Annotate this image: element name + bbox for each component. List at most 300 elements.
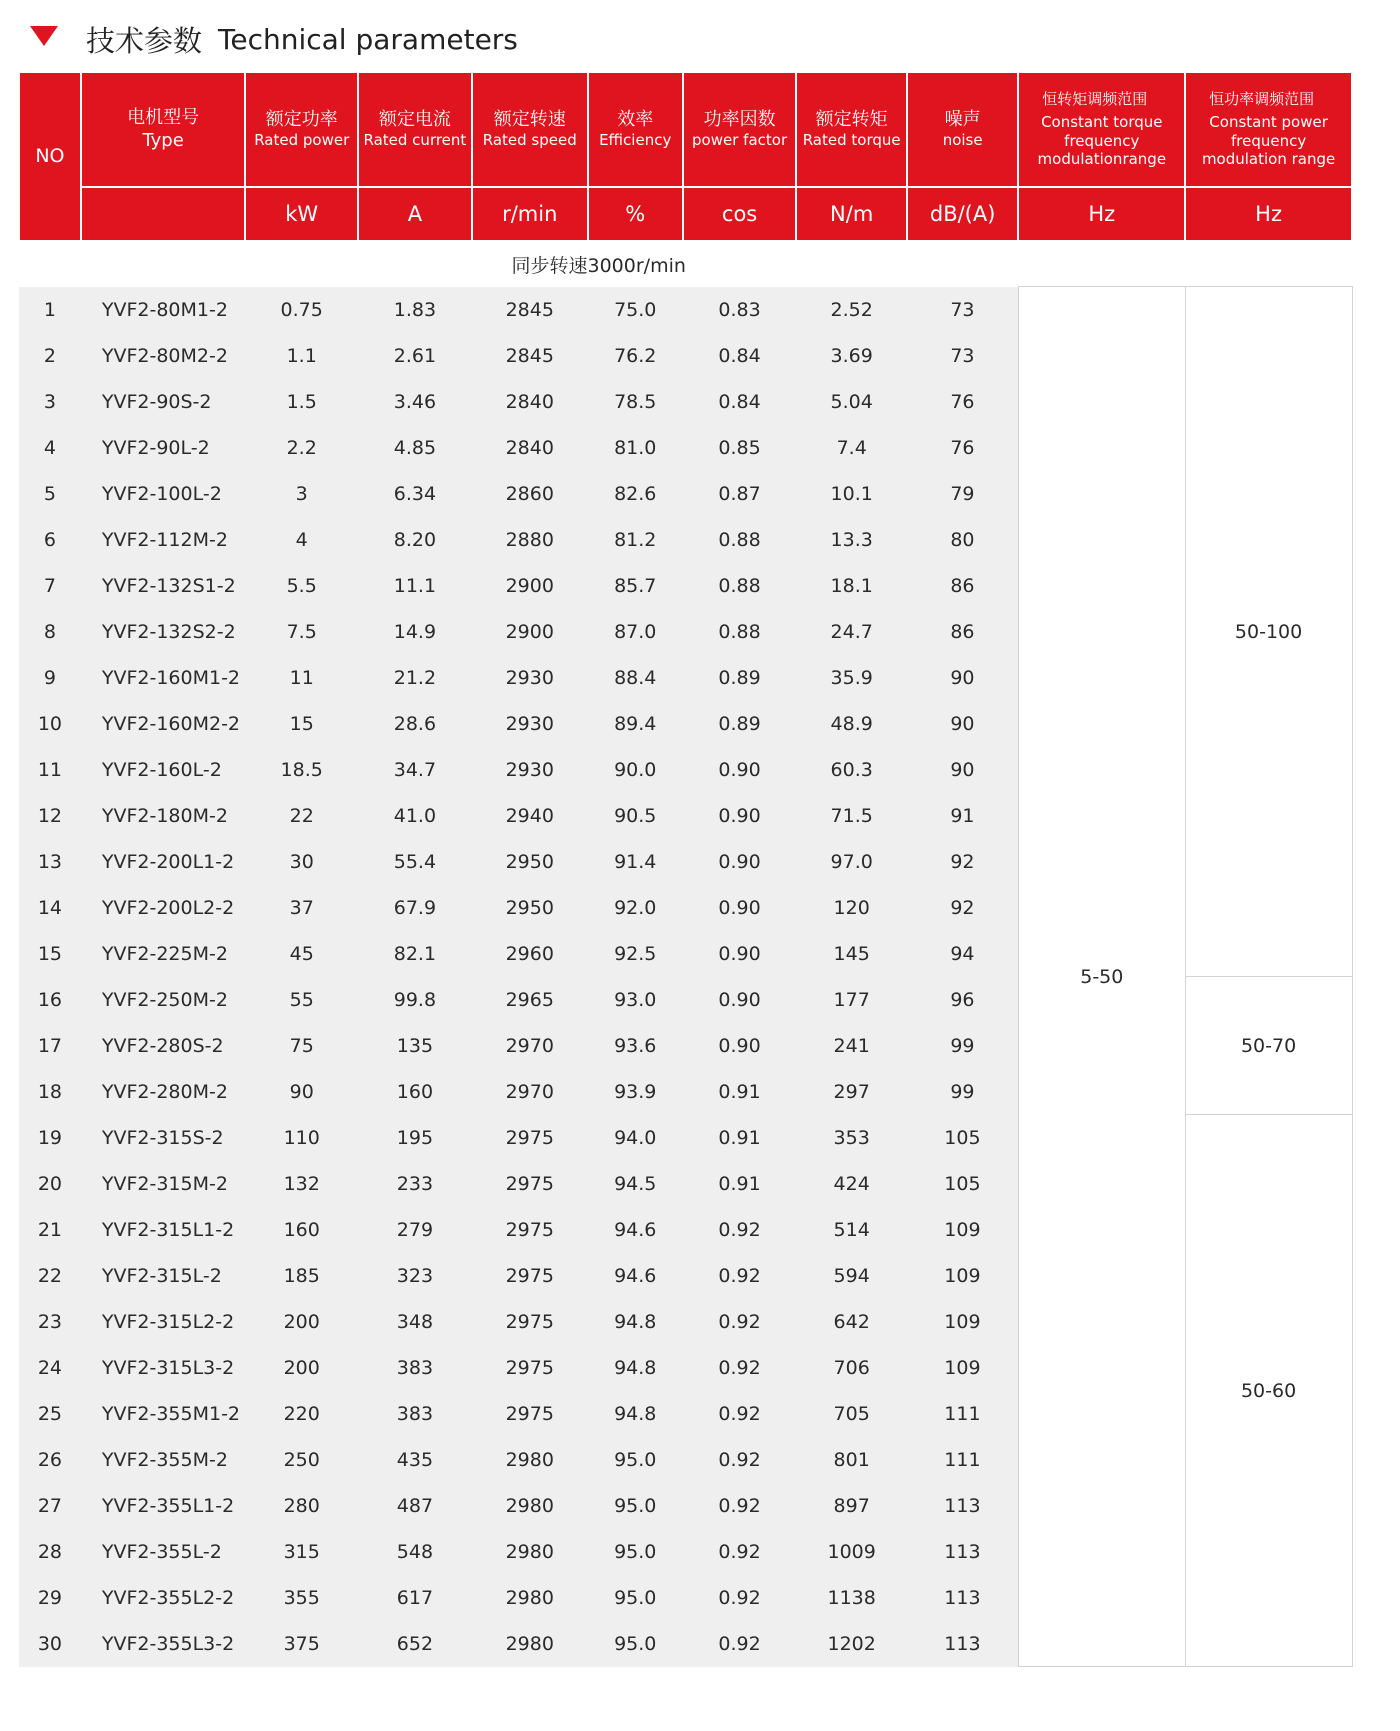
cell-power-factor: 0.89 (683, 655, 797, 701)
cell-no: 27 (19, 1483, 81, 1529)
cell-type: YVF2-355M-2 (81, 1437, 246, 1483)
title-en: Technical parameters (218, 22, 518, 56)
cell-rated-power: 22 (245, 793, 358, 839)
cell-rated-current: 617 (358, 1575, 472, 1621)
cell-rated-power: 160 (245, 1207, 358, 1253)
constant-power-range-cell: 50-100 (1185, 287, 1352, 977)
cell-type: YVF2-112M-2 (81, 517, 246, 563)
cell-efficiency: 93.6 (588, 1023, 683, 1069)
cell-rated-current: 28.6 (358, 701, 472, 747)
cell-power-factor: 0.92 (683, 1253, 797, 1299)
cell-power-factor: 0.88 (683, 609, 797, 655)
cell-power-factor: 0.92 (683, 1621, 797, 1667)
cell-noise: 99 (907, 1023, 1019, 1069)
cell-rated-current: 4.85 (358, 425, 472, 471)
cell-rated-speed: 2975 (472, 1253, 588, 1299)
cell-noise: 109 (907, 1207, 1019, 1253)
cell-power-factor: 0.88 (683, 517, 797, 563)
cell-rated-speed: 2980 (472, 1621, 588, 1667)
cell-type: YVF2-160M1-2 (81, 655, 246, 701)
cell-noise: 99 (907, 1069, 1019, 1115)
cell-efficiency: 95.0 (588, 1621, 683, 1667)
cell-power-factor: 0.92 (683, 1483, 797, 1529)
cell-no: 23 (19, 1299, 81, 1345)
cell-efficiency: 81.2 (588, 517, 683, 563)
cell-efficiency: 94.8 (588, 1345, 683, 1391)
cell-type: YVF2-315L2-2 (81, 1299, 246, 1345)
cell-noise: 113 (907, 1483, 1019, 1529)
cell-type: YVF2-132S1-2 (81, 563, 246, 609)
cell-power-factor: 0.92 (683, 1345, 797, 1391)
cell-noise: 73 (907, 287, 1019, 333)
cell-rated-power: 5.5 (245, 563, 358, 609)
cell-noise: 96 (907, 977, 1019, 1023)
cell-no: 28 (19, 1529, 81, 1575)
cell-efficiency: 94.8 (588, 1391, 683, 1437)
cell-rated-torque: 297 (796, 1069, 906, 1115)
cell-rated-current: 3.46 (358, 379, 472, 425)
cell-rated-power: 15 (245, 701, 358, 747)
cell-no: 9 (19, 655, 81, 701)
cell-efficiency: 93.0 (588, 977, 683, 1023)
header-type: 电机型号 Type (81, 72, 246, 187)
cell-type: YVF2-200L2-2 (81, 885, 246, 931)
cell-no: 25 (19, 1391, 81, 1437)
cell-rated-torque: 120 (796, 885, 906, 931)
header-rated-speed: 额定转速 Rated speed (472, 72, 588, 187)
cell-rated-torque: 35.9 (796, 655, 906, 701)
cell-no: 17 (19, 1023, 81, 1069)
cell-rated-speed: 2975 (472, 1115, 588, 1161)
cell-power-factor: 0.88 (683, 563, 797, 609)
cell-noise: 76 (907, 425, 1019, 471)
cell-no: 30 (19, 1621, 81, 1667)
cell-type: YVF2-80M2-2 (81, 333, 246, 379)
cell-rated-current: 279 (358, 1207, 472, 1253)
cell-no: 19 (19, 1115, 81, 1161)
cell-efficiency: 81.0 (588, 425, 683, 471)
triangle-marker-icon (30, 26, 58, 46)
unit-power: kW (245, 187, 358, 241)
unit-efficiency: % (588, 187, 683, 241)
cell-rated-torque: 241 (796, 1023, 906, 1069)
cell-efficiency: 95.0 (588, 1483, 683, 1529)
cell-rated-speed: 2975 (472, 1391, 588, 1437)
header-power-factor: 功率因数 power factor (683, 72, 797, 187)
cell-no: 11 (19, 747, 81, 793)
cell-noise: 105 (907, 1115, 1019, 1161)
cell-noise: 90 (907, 747, 1019, 793)
cell-efficiency: 87.0 (588, 609, 683, 655)
cell-rated-speed: 2950 (472, 885, 588, 931)
cell-rated-power: 45 (245, 931, 358, 977)
cell-rated-torque: 10.1 (796, 471, 906, 517)
cell-efficiency: 82.6 (588, 471, 683, 517)
cell-no: 2 (19, 333, 81, 379)
cell-rated-speed: 2960 (472, 931, 588, 977)
cell-power-factor: 0.92 (683, 1207, 797, 1253)
cell-type: YVF2-315L1-2 (81, 1207, 246, 1253)
cell-type: YVF2-225M-2 (81, 931, 246, 977)
cell-rated-torque: 5.04 (796, 379, 906, 425)
cell-rated-power: 0.75 (245, 287, 358, 333)
cell-rated-power: 55 (245, 977, 358, 1023)
cell-noise: 86 (907, 563, 1019, 609)
cell-type: YVF2-132S2-2 (81, 609, 246, 655)
cell-noise: 94 (907, 931, 1019, 977)
cell-power-factor: 0.92 (683, 1437, 797, 1483)
cell-no: 7 (19, 563, 81, 609)
cell-rated-current: 14.9 (358, 609, 472, 655)
header-rated-power: 额定功率 Rated power (245, 72, 358, 187)
cell-power-factor: 0.92 (683, 1575, 797, 1621)
cell-rated-current: 34.7 (358, 747, 472, 793)
cell-power-factor: 0.92 (683, 1529, 797, 1575)
cell-no: 10 (19, 701, 81, 747)
cell-no: 13 (19, 839, 81, 885)
cell-rated-power: 220 (245, 1391, 358, 1437)
cell-noise: 86 (907, 609, 1019, 655)
unit-constant-torque: Hz (1018, 187, 1185, 241)
cell-no: 6 (19, 517, 81, 563)
constant-power-range-cell: 50-60 (1185, 1115, 1352, 1667)
cell-power-factor: 0.90 (683, 747, 797, 793)
cell-efficiency: 92.0 (588, 885, 683, 931)
header-rated-torque: 额定转矩 Rated torque (796, 72, 906, 187)
cell-rated-power: 7.5 (245, 609, 358, 655)
cell-no: 26 (19, 1437, 81, 1483)
cell-efficiency: 88.4 (588, 655, 683, 701)
cell-rated-speed: 2980 (472, 1437, 588, 1483)
cell-no: 14 (19, 885, 81, 931)
cell-rated-torque: 145 (796, 931, 906, 977)
cell-rated-speed: 2975 (472, 1345, 588, 1391)
cell-no: 22 (19, 1253, 81, 1299)
cell-rated-power: 37 (245, 885, 358, 931)
cell-rated-current: 21.2 (358, 655, 472, 701)
cell-rated-current: 135 (358, 1023, 472, 1069)
cell-type: YVF2-315L-2 (81, 1253, 246, 1299)
cell-power-factor: 0.90 (683, 885, 797, 931)
section-title (30, 14, 518, 64)
cell-type: YVF2-80M1-2 (81, 287, 246, 333)
cell-rated-power: 1.1 (245, 333, 358, 379)
cell-rated-torque: 1009 (796, 1529, 906, 1575)
cell-rated-torque: 642 (796, 1299, 906, 1345)
cell-rated-current: 652 (358, 1621, 472, 1667)
cell-rated-speed: 2930 (472, 701, 588, 747)
cell-rated-current: 233 (358, 1161, 472, 1207)
cell-no: 29 (19, 1575, 81, 1621)
cell-rated-torque: 24.7 (796, 609, 906, 655)
cell-rated-current: 67.9 (358, 885, 472, 931)
cell-rated-current: 383 (358, 1345, 472, 1391)
cell-rated-torque: 97.0 (796, 839, 906, 885)
cell-rated-power: 375 (245, 1621, 358, 1667)
cell-efficiency: 90.0 (588, 747, 683, 793)
cell-noise: 111 (907, 1437, 1019, 1483)
cell-rated-power: 280 (245, 1483, 358, 1529)
cell-rated-current: 82.1 (358, 931, 472, 977)
header-constant-torque-range: 恒转矩调频范围 Constant torque frequency modulationrange (1018, 72, 1185, 187)
cell-type: YVF2-355M1-2 (81, 1391, 246, 1437)
cell-rated-current: 55.4 (358, 839, 472, 885)
cell-type: YVF2-250M-2 (81, 977, 246, 1023)
cell-rated-speed: 2980 (472, 1483, 588, 1529)
cell-noise: 90 (907, 655, 1019, 701)
cell-rated-speed: 2950 (472, 839, 588, 885)
cell-rated-torque: 424 (796, 1161, 906, 1207)
cell-efficiency: 75.0 (588, 287, 683, 333)
header-type-unit (81, 187, 246, 241)
header-no: NO (19, 72, 81, 241)
cell-power-factor: 0.90 (683, 839, 797, 885)
cell-noise: 91 (907, 793, 1019, 839)
cell-type: YVF2-355L1-2 (81, 1483, 246, 1529)
cell-rated-current: 41.0 (358, 793, 472, 839)
cell-power-factor: 0.90 (683, 931, 797, 977)
header-efficiency: 效率 Efficiency (588, 72, 683, 187)
cell-no: 16 (19, 977, 81, 1023)
cell-type: YVF2-315S-2 (81, 1115, 246, 1161)
cell-type: YVF2-280S-2 (81, 1023, 246, 1069)
unit-current: A (358, 187, 472, 241)
cell-efficiency: 94.5 (588, 1161, 683, 1207)
header-noise: 噪声 noise (907, 72, 1019, 187)
cell-noise: 109 (907, 1253, 1019, 1299)
cell-type: YVF2-280M-2 (81, 1069, 246, 1115)
cell-efficiency: 91.4 (588, 839, 683, 885)
cell-type: YVF2-315M-2 (81, 1161, 246, 1207)
cell-rated-current: 11.1 (358, 563, 472, 609)
header-constant-power-range: 恒功率调频范围 Constant power frequency modulation range (1185, 72, 1352, 187)
cell-efficiency: 89.4 (588, 701, 683, 747)
cell-rated-power: 250 (245, 1437, 358, 1483)
cell-rated-torque: 514 (796, 1207, 906, 1253)
cell-rated-speed: 2975 (472, 1161, 588, 1207)
cell-rated-power: 75 (245, 1023, 358, 1069)
cell-power-factor: 0.84 (683, 333, 797, 379)
cell-rated-power: 1.5 (245, 379, 358, 425)
cell-noise: 113 (907, 1575, 1019, 1621)
cell-efficiency: 76.2 (588, 333, 683, 379)
cell-efficiency: 94.0 (588, 1115, 683, 1161)
cell-rated-power: 18.5 (245, 747, 358, 793)
cell-rated-torque: 71.5 (796, 793, 906, 839)
cell-efficiency: 94.6 (588, 1253, 683, 1299)
cell-rated-speed: 2930 (472, 655, 588, 701)
cell-type: YVF2-90L-2 (81, 425, 246, 471)
cell-no: 1 (19, 287, 81, 333)
cell-rated-current: 435 (358, 1437, 472, 1483)
cell-rated-power: 4 (245, 517, 358, 563)
cell-noise: 79 (907, 471, 1019, 517)
technical-parameters-table (18, 71, 1353, 1667)
cell-rated-speed: 2860 (472, 471, 588, 517)
cell-rated-current: 487 (358, 1483, 472, 1529)
cell-rated-current: 99.8 (358, 977, 472, 1023)
cell-rated-torque: 7.4 (796, 425, 906, 471)
cell-rated-power: 200 (245, 1299, 358, 1345)
constant-power-range-cell: 50-70 (1185, 977, 1352, 1115)
cell-no: 8 (19, 609, 81, 655)
cell-noise: 90 (907, 701, 1019, 747)
cell-type: YVF2-355L3-2 (81, 1621, 246, 1667)
cell-rated-torque: 1202 (796, 1621, 906, 1667)
cell-no: 3 (19, 379, 81, 425)
cell-type: YVF2-90S-2 (81, 379, 246, 425)
cell-rated-current: 383 (358, 1391, 472, 1437)
cell-rated-torque: 594 (796, 1253, 906, 1299)
cell-rated-speed: 2975 (472, 1207, 588, 1253)
cell-rated-speed: 2880 (472, 517, 588, 563)
cell-rated-speed: 2845 (472, 287, 588, 333)
cell-noise: 73 (907, 333, 1019, 379)
cell-rated-torque: 48.9 (796, 701, 906, 747)
cell-type: YVF2-100L-2 (81, 471, 246, 517)
cell-rated-speed: 2980 (472, 1575, 588, 1621)
cell-rated-speed: 2900 (472, 609, 588, 655)
cell-type: YVF2-355L-2 (81, 1529, 246, 1575)
cell-efficiency: 92.5 (588, 931, 683, 977)
cell-efficiency: 93.9 (588, 1069, 683, 1115)
cell-efficiency: 95.0 (588, 1437, 683, 1483)
cell-power-factor: 0.90 (683, 1023, 797, 1069)
cell-power-factor: 0.91 (683, 1115, 797, 1161)
cell-noise: 76 (907, 379, 1019, 425)
cell-power-factor: 0.90 (683, 977, 797, 1023)
cell-noise: 109 (907, 1299, 1019, 1345)
cell-rated-torque: 801 (796, 1437, 906, 1483)
cell-rated-power: 132 (245, 1161, 358, 1207)
cell-type: YVF2-160M2-2 (81, 701, 246, 747)
cell-noise: 105 (907, 1161, 1019, 1207)
cell-rated-speed: 2930 (472, 747, 588, 793)
sync-speed-subheading: 同步转速3000r/min (19, 241, 1018, 287)
cell-rated-torque: 60.3 (796, 747, 906, 793)
unit-power-factor: cos (683, 187, 797, 241)
cell-rated-speed: 2980 (472, 1529, 588, 1575)
cell-rated-torque: 177 (796, 977, 906, 1023)
cell-rated-power: 3 (245, 471, 358, 517)
cell-efficiency: 85.7 (588, 563, 683, 609)
cell-no: 20 (19, 1161, 81, 1207)
cell-rated-speed: 2840 (472, 379, 588, 425)
table-row (19, 287, 1352, 333)
cell-power-factor: 0.84 (683, 379, 797, 425)
cell-type: YVF2-180M-2 (81, 793, 246, 839)
cell-rated-torque: 2.52 (796, 287, 906, 333)
cell-noise: 80 (907, 517, 1019, 563)
cell-no: 24 (19, 1345, 81, 1391)
cell-rated-speed: 2900 (472, 563, 588, 609)
cell-rated-current: 2.61 (358, 333, 472, 379)
cell-noise: 92 (907, 839, 1019, 885)
cell-rated-current: 1.83 (358, 287, 472, 333)
cell-power-factor: 0.91 (683, 1161, 797, 1207)
cell-rated-current: 8.20 (358, 517, 472, 563)
unit-noise: dB/(A) (907, 187, 1019, 241)
cell-rated-current: 6.34 (358, 471, 472, 517)
unit-constant-power: Hz (1185, 187, 1352, 241)
cell-no: 12 (19, 793, 81, 839)
cell-rated-speed: 2970 (472, 1069, 588, 1115)
cell-noise: 113 (907, 1621, 1019, 1667)
constant-torque-range-cell: 5-50 (1018, 287, 1185, 1667)
cell-rated-torque: 1138 (796, 1575, 906, 1621)
cell-rated-power: 185 (245, 1253, 358, 1299)
cell-power-factor: 0.92 (683, 1299, 797, 1345)
cell-rated-torque: 13.3 (796, 517, 906, 563)
cell-no: 21 (19, 1207, 81, 1253)
cell-rated-power: 11 (245, 655, 358, 701)
cell-efficiency: 94.6 (588, 1207, 683, 1253)
cell-power-factor: 0.85 (683, 425, 797, 471)
cell-type: YVF2-315L3-2 (81, 1345, 246, 1391)
cell-rated-speed: 2940 (472, 793, 588, 839)
cell-rated-power: 110 (245, 1115, 358, 1161)
cell-rated-speed: 2840 (472, 425, 588, 471)
cell-rated-power: 2.2 (245, 425, 358, 471)
cell-rated-speed: 2965 (472, 977, 588, 1023)
cell-power-factor: 0.91 (683, 1069, 797, 1115)
cell-rated-torque: 3.69 (796, 333, 906, 379)
header-rated-current: 额定电流 Rated current (358, 72, 472, 187)
cell-type: YVF2-200L1-2 (81, 839, 246, 885)
cell-rated-power: 200 (245, 1345, 358, 1391)
cell-rated-torque: 353 (796, 1115, 906, 1161)
unit-torque: N/m (796, 187, 906, 241)
cell-rated-torque: 18.1 (796, 563, 906, 609)
cell-type: YVF2-160L-2 (81, 747, 246, 793)
cell-power-factor: 0.83 (683, 287, 797, 333)
cell-rated-speed: 2970 (472, 1023, 588, 1069)
cell-power-factor: 0.89 (683, 701, 797, 747)
cell-rated-power: 90 (245, 1069, 358, 1115)
cell-rated-torque: 705 (796, 1391, 906, 1437)
cell-rated-power: 30 (245, 839, 358, 885)
cell-efficiency: 90.5 (588, 793, 683, 839)
cell-power-factor: 0.90 (683, 793, 797, 839)
cell-rated-speed: 2975 (472, 1299, 588, 1345)
cell-efficiency: 94.8 (588, 1299, 683, 1345)
cell-efficiency: 78.5 (588, 379, 683, 425)
cell-rated-torque: 706 (796, 1345, 906, 1391)
cell-type: YVF2-355L2-2 (81, 1575, 246, 1621)
cell-noise: 111 (907, 1391, 1019, 1437)
title-cn: 技术参数 (86, 23, 203, 58)
cell-rated-power: 315 (245, 1529, 358, 1575)
unit-speed: r/min (472, 187, 588, 241)
cell-no: 4 (19, 425, 81, 471)
cell-rated-power: 355 (245, 1575, 358, 1621)
cell-rated-current: 548 (358, 1529, 472, 1575)
cell-power-factor: 0.87 (683, 471, 797, 517)
cell-efficiency: 95.0 (588, 1529, 683, 1575)
cell-power-factor: 0.92 (683, 1391, 797, 1437)
cell-rated-torque: 897 (796, 1483, 906, 1529)
cell-no: 18 (19, 1069, 81, 1115)
cell-rated-current: 348 (358, 1299, 472, 1345)
cell-no: 5 (19, 471, 81, 517)
cell-rated-current: 323 (358, 1253, 472, 1299)
cell-efficiency: 95.0 (588, 1575, 683, 1621)
cell-no: 15 (19, 931, 81, 977)
cell-rated-current: 195 (358, 1115, 472, 1161)
cell-noise: 109 (907, 1345, 1019, 1391)
cell-noise: 113 (907, 1529, 1019, 1575)
cell-rated-current: 160 (358, 1069, 472, 1115)
